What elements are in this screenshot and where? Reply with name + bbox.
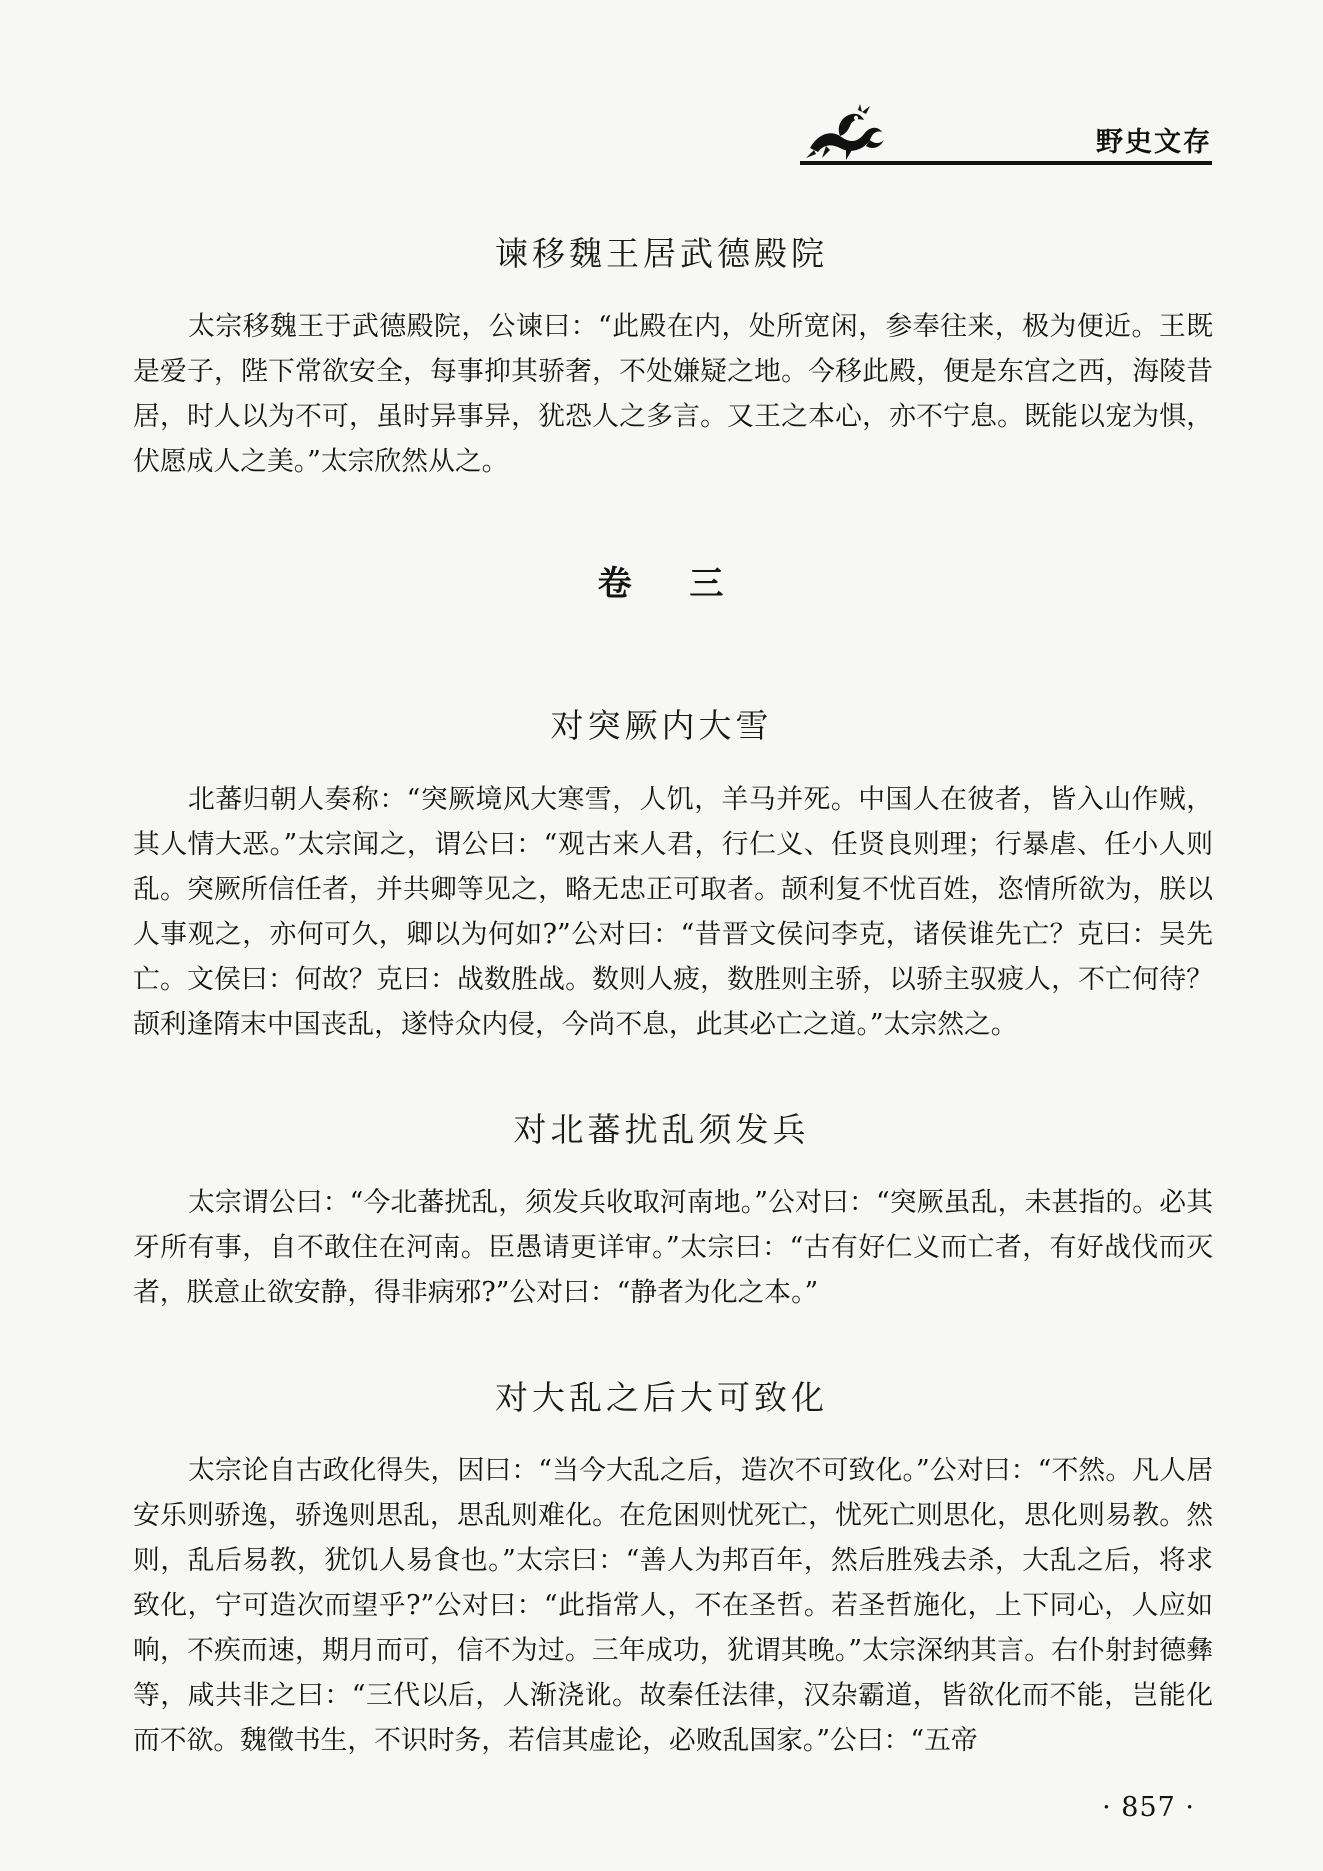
- running-header: [800, 104, 1212, 164]
- dragon-icon: [800, 104, 886, 160]
- paragraph: 北蕃归朝人奏称：“突厥境风大寒雪，人饥，羊马并死。中国人在彼者，皆入山作贼，其人情大恶。”太宗闻之，谓公曰：“观古来人君，行仁义、任贤良则理；行暴虐、任小人则乱。突厥所信任者，并共卿等见之，略无忠正可取者。颉利复不忧百姓，恣情所欲为，朕以人事观之，亦何可久，卿以为何如?”公对曰：“昔晋文侯问李克，诸侯谁先亡？克曰：吴先亡。文侯曰：何故？克曰：战数胜战。数则人疲，数胜则主骄，以骄主驭疲人，不亡何待？颉利逢隋末中国丧乱，遂恃众内侵，今尚不息，此其必亡之道。”太宗然之。: [133, 784, 1213, 1040]
- section-title: 对大乱之后大可致化: [495, 1378, 828, 1417]
- section-title: 谏移魏王居武德殿院: [495, 234, 828, 273]
- volume-title: 卷 三: [597, 564, 726, 604]
- series-title: 野史文存: [1096, 127, 1212, 158]
- section-title: 对突厥内大雪: [550, 706, 773, 745]
- paragraph: 太宗论自古政化得失，因曰：“当今大乱之后，造次不可致化。”公对曰：“不然。凡人居安乐则骄逸，骄逸则思乱，思乱则难化。在危困则忧死亡，忧死亡则思化，思化则易教。然则，乱后易教，犹饥人易食也。”太宗曰：“善人为邦百年，然后胜残去杀，大乱之后，将求致化，宁可造次而望乎?”公对曰：“此指常人，不在圣哲。若圣哲施化，上下同心，人应如响，不疾而速，期月而可，信不为过。三年成功，犹谓其晚。”太宗深纳其言。右仆射封德彝等，咸共非之曰：“三代以后，人渐浇讹。故秦任法律，汉杂霸道，皆欲化而不能，岂能化而不欲。魏徵书生，不识时务，若信其虚论，必败乱国家。”公曰：“五帝: [133, 1455, 1213, 1756]
- paragraph: 太宗谓公曰：“今北蕃扰乱，须发兵收取河南地。”公对曰：“突厥虽乱，未甚指的。必其牙所有事，自不敢住在河南。臣愚请更详审。”太宗曰：“古有好仁义而亡者，有好战伐而灭者，朕意止欲安静，得非病邪?”公对曰：“静者为化之本。”: [133, 1187, 1213, 1308]
- section-title: 对北蕃扰乱须发兵: [513, 1110, 810, 1149]
- page-number: · 857 ·: [1102, 1792, 1195, 1823]
- header-rule: [800, 161, 1212, 165]
- paragraph: 太宗移魏王于武德殿院，公谏曰：“此殿在内，处所宽闲，参奉往来，极为便近。王既是爱子，陛下常欲安全，每事抑其骄奢，不处嫌疑之地。今移此殿，便是东宫之西，海陵昔居，时人以为不可，虽时异事异，犹恐人之多言。又王之本心，亦不宁息。既能以宠为惧，伏愿成人之美。”太宗欣然从之。: [133, 311, 1213, 477]
